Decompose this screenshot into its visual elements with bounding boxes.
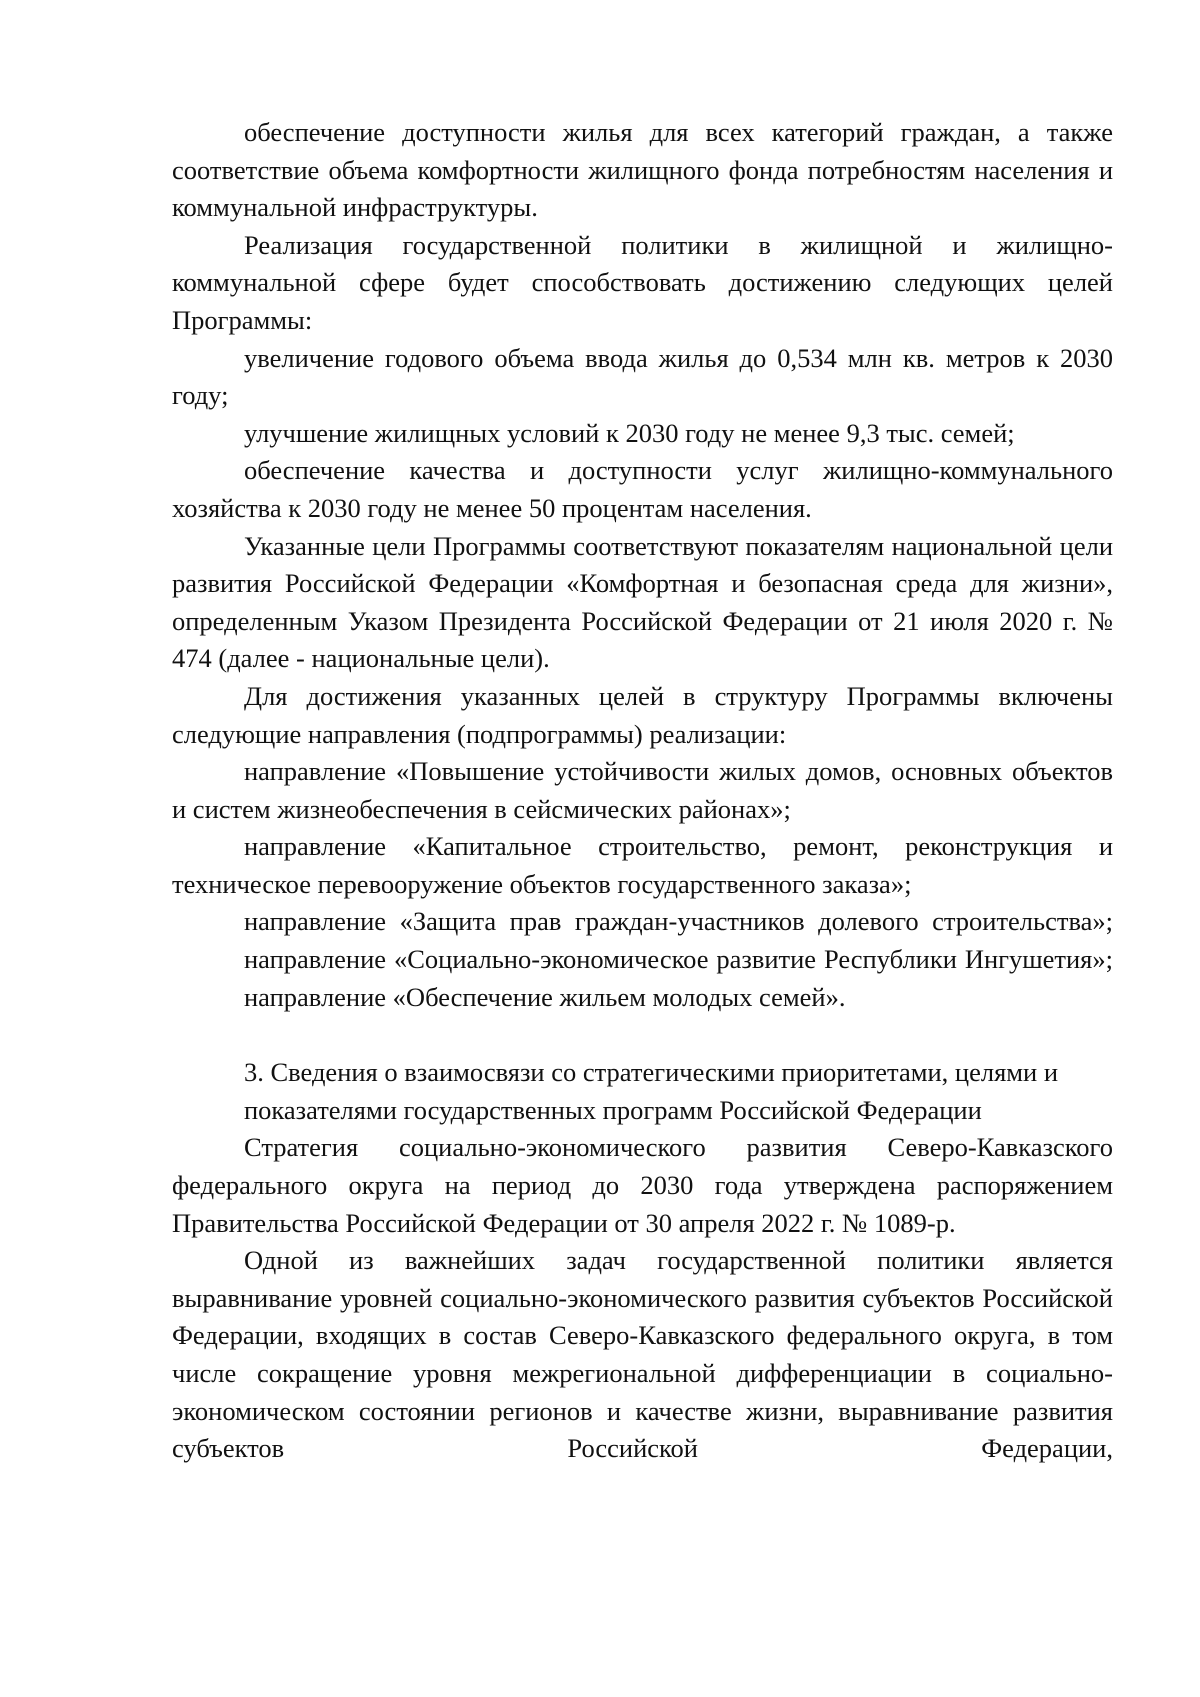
paragraph-direction-capital-construction: направление «Капитальное строительство, ремонт, реконструкция и техническое перевооружение объектов государственного заказа»; (172, 831, 1113, 899)
paragraph-goal-living-conditions: улучшение жилищных условий к 2030 году не менее 9,3 тыс. семей; (244, 417, 1015, 448)
section-spacer (172, 1016, 1113, 1054)
paragraph-direction-seismic: направление «Повышение устойчивости жилых домов, основных объектов и систем жизнеобеспечения в сейсмических районах»; (172, 756, 1113, 824)
paragraph-housing-availability: обеспечение доступности жилья для всех категорий граждан, а также соответствие объема комфортности жилищного фонда потребностям населения и коммунальной инфраструктуры. (172, 117, 1113, 223)
section-heading (172, 1054, 1113, 1129)
section-heading-line-1: 3. Сведения о взаимосвязи со стратегическими приоритетами, целями и (244, 1057, 1059, 1088)
paragraph-policy-goals-intro: Реализация государственной политики в жилищной и жилищно-коммунальной сфере будет способствовать достижению следующих целей Программы: (172, 229, 1113, 335)
paragraph-direction-socio-economic: направление «Социально-экономическое развитие Республики Ингушетия»; (244, 944, 1113, 975)
paragraph-direction-young-families: направление «Обеспечение жильем молодых семей». (244, 981, 846, 1012)
paragraph-directions-intro: Для достижения указанных целей в структуру Программы включены следующие направления (подпрограммы) реализации: (172, 680, 1113, 749)
paragraph-goal-utility-services: обеспечение качества и доступности услуг жилищно-коммунального хозяйства к 2030 году не менее 50 процентам населения. (172, 455, 1113, 523)
paragraph-strategy: Стратегия социально-экономического развития Северо-Кавказского федерального округа на период до 2030 года утверждена распоряжением Правительства Российской Федерации от 30 апреля 2022 г. № 1089-р. (172, 1132, 1113, 1238)
paragraph-goal-housing-volume: увеличение годового объема ввода жилья до 0,534 млн кв. метров к 2030 году; (172, 342, 1113, 411)
paragraph-direction-shared-construction: направление «Защита прав граждан-участников долевого строительства»; (244, 906, 1113, 937)
paragraph-key-tasks: Одной из важнейших задач государственной политики является выравнивание уровней социально-экономического развития субъектов Российской Федерации, входящих в состав Северо-Кавказского федерального округа, в том числе сокращение уровня межрегиональной дифференциации в социально-экономическом состоянии регионов и качестве жизни, выравнивание развития субъектов Российской Федерации, (172, 1245, 1113, 1464)
section-heading-line-2: показателями государственных программ Российской Федерации (244, 1094, 982, 1125)
paragraph-national-goals: Указанные цели Программы соответствуют показателям национальной цели развития Российской Федерации «Комфортная и безопасная среда для жизни», определенным Указом Президента Российской Федерации от 21 июля 2020 г. № 474 (далее - национальные цели). (172, 530, 1113, 674)
document-body (172, 114, 1113, 1468)
